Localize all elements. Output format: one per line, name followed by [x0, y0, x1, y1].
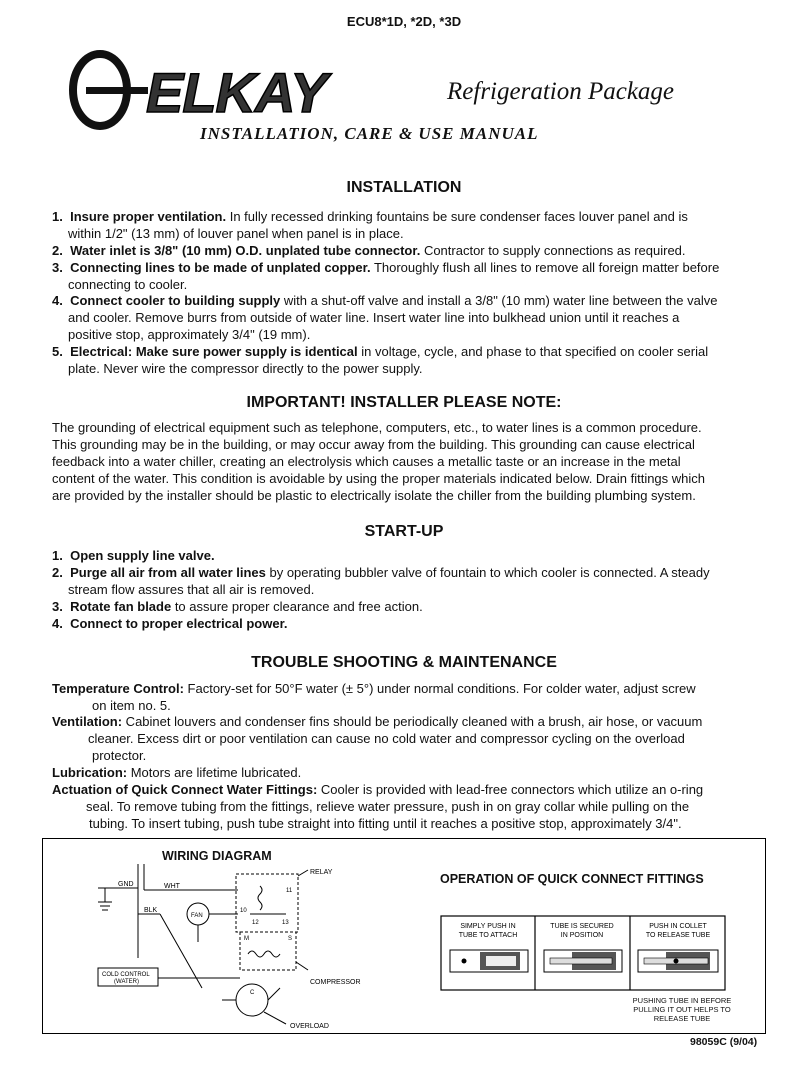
fitting-2: [544, 950, 622, 972]
elkay-logo: [68, 50, 418, 130]
model-number: ECU8*1D, *2D, *3D: [346, 14, 462, 29]
quick-connect-title: OPERATION OF QUICK CONNECT FITTINGS: [440, 872, 704, 886]
terminal-11: 11: [286, 888, 293, 894]
installation-item-5: 5. Electrical: Make sure power supply is identical in voltage, cycle, and phase to that specified on cooler serial plate. Never wire the compressor directly to the power supply.: [52, 344, 709, 376]
startup-item-2: 2. Purge all air from all water lines by operating bubbler valve of fountain to which cooler is connected. A steady stream flow assures that all air is removed.: [52, 565, 710, 597]
relay-label: RELAY: [310, 869, 333, 876]
installation-item-1: 1. Insure proper ventilation. In fully recessed drinking fountains be sure condenser faces louver panel and is within 1/2" (13 mm) of louver panel when panel is in place.: [52, 209, 688, 241]
terminal-12: 12: [252, 920, 259, 926]
quick-connect-panels: [440, 914, 728, 992]
terminal-13: 13: [282, 920, 289, 926]
blk-label: BLK: [144, 907, 158, 914]
trouble-lubrication: Lubrication: Motors are lifetime lubricated.: [52, 765, 302, 780]
fitting-3: [638, 950, 718, 972]
quick-connect-note: PUSHING TUBE IN BEFORE PULLING IT OUT HELPS TO RELEASE TUBE: [632, 996, 732, 1023]
installation-item-2: 2. Water inlet is 3/8" (10 mm) O.D. unplated tube connector. Contractor to supply connections as required.: [52, 243, 686, 258]
startup-item-1: 1. Open supply line valve.: [52, 548, 215, 563]
gnd-label: GND: [118, 881, 134, 888]
qc-caption-1b: TUBE TO ATTACH: [458, 932, 518, 939]
trouble-quick-connect: Actuation of Quick Connect Water Fittings: Cooler is provided with lead-free connectors which utilize an o-ring seal. To remove tubing from the fittings, relieve water pressure, push in on gray collar while pulling on the tubing. To insert tubing, push tube straight into fitting until it reaches a positive stop, approximately 3/4".: [52, 782, 704, 831]
cold-control-water-label: (WATER): [114, 979, 139, 985]
wiring-diagram-title: WIRING DIAGRAM: [162, 849, 272, 863]
terminal-10: 10: [240, 908, 247, 914]
qc-caption-3a: PUSH IN COLLET: [649, 923, 707, 930]
fan-label: FAN: [191, 913, 203, 919]
qc-caption-2b: IN POSITION: [560, 932, 604, 939]
wht-label: WHT: [164, 883, 180, 890]
manual-title: INSTALLATION, CARE & USE MANUAL: [200, 124, 539, 143]
qc-caption-2a: TUBE IS SECURED: [550, 923, 614, 930]
trouble-ventilation: Ventilation: Cabinet louvers and condenser fins should be periodically cleaned with a brush, air hose, or vacuum cleaner. Excess dirt or poor ventilation can cause no cold water and compressor cycling on the overload protector.: [52, 714, 703, 763]
cold-control-label: COLD CONTROL: [102, 972, 150, 978]
terminal-m: M: [244, 936, 249, 942]
installation-item-4: 4. Connect cooler to building supply with a shut-off valve and install a 3/8" (10 mm) water line between the valve and cooler. Remove burrs from outside of water line. Insert water line into bulkhead union until it reaches a positive stop, approximately 3/4" (19 mm).: [52, 293, 718, 342]
qc-caption-3b: TO RELEASE TUBE: [645, 932, 711, 939]
wiring-diagram: [90, 858, 380, 1032]
trouble-heading: TROUBLE SHOOTING & MAINTENANCE: [251, 654, 557, 671]
installation-item-3: 3. Connecting lines to be made of unplated copper. Thoroughly flush all lines to remove all foreign matter before connecting to cooler.: [52, 260, 720, 292]
trouble-temperature-control: Temperature Control: Factory-set for 50°F water (± 5°) under normal conditions. For colder water, adjust screw on item no. 5.: [52, 681, 696, 713]
logo-brand-text: ELKAY: [146, 61, 327, 124]
logo-ring-bar: [86, 87, 148, 94]
compressor-label: COMPRESSOR: [310, 979, 361, 986]
fitting-1: [450, 950, 528, 972]
package-subtitle: Refrigeration Package: [447, 78, 675, 105]
startup-item-3: 3. Rotate fan blade to assure proper clearance and free action.: [52, 599, 423, 614]
startup-heading: START-UP: [364, 523, 444, 540]
important-heading: IMPORTANT! INSTALLER PLEASE NOTE:: [246, 394, 562, 411]
qc-caption-1a: SIMPLY PUSH IN: [460, 923, 516, 930]
terminal-c: C: [250, 990, 255, 996]
overload-label: OVERLOAD: [290, 1023, 329, 1030]
important-paragraph: The grounding of electrical equipment such as telephone, computers, etc., to water lines is a common procedure. This grounding may be in the building, or may occur away from the building. This grounding can cause electrical feedback into a water chiller, creating an electrolysis which causes a metallic taste or an increase in the metal content of the water. This condition is avoidable by using the proper materials indicated below. Drain fittings which are provided by the installer should be plastic to electrically isolate the chiller from the building plumbing system.: [52, 420, 706, 503]
startup-item-4: 4. Connect to proper electrical power.: [52, 616, 288, 631]
installation-heading: INSTALLATION: [346, 179, 462, 196]
document-code: 98059C (9/04): [690, 1036, 758, 1048]
terminal-s: S: [288, 936, 293, 942]
